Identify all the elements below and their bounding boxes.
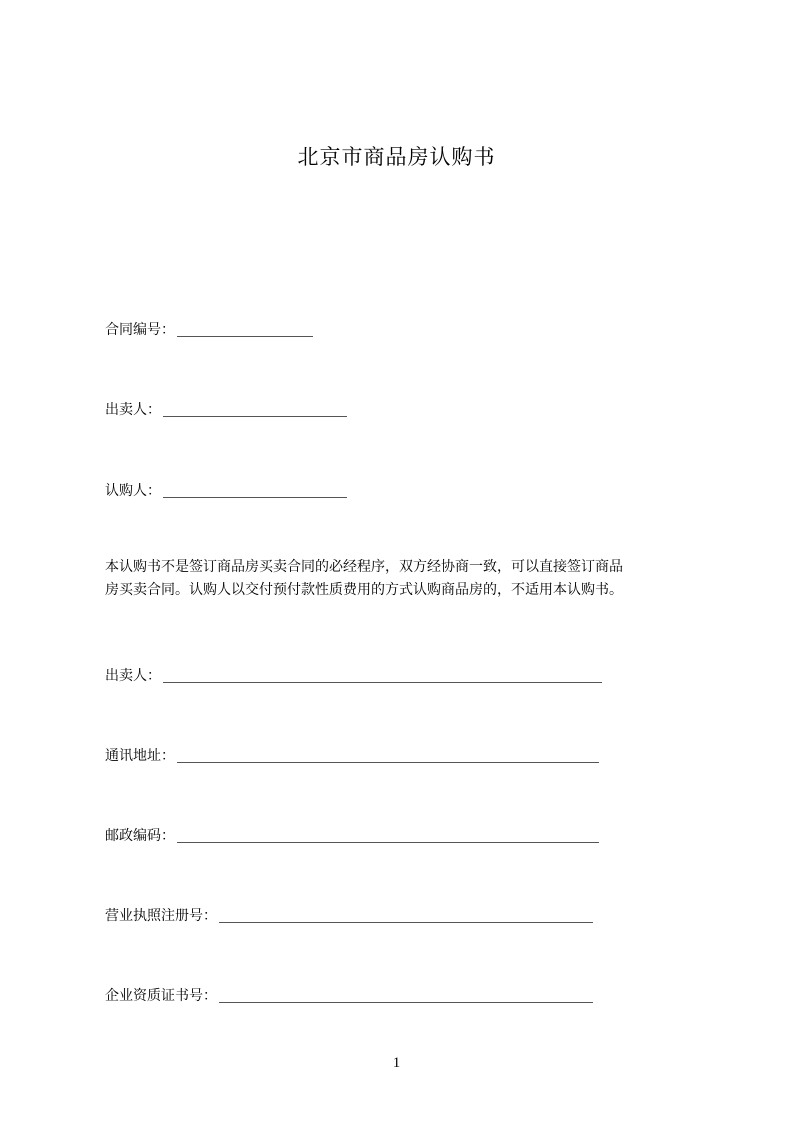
postal-code-blank[interactable] [177, 828, 599, 843]
qualification-cert-blank[interactable] [219, 988, 593, 1003]
buyer-blank[interactable] [163, 483, 347, 498]
page-number: 1 [392, 1055, 401, 1071]
seller-field[interactable] [105, 398, 347, 420]
seller-info-field[interactable] [105, 664, 602, 686]
postal-code-field[interactable] [105, 824, 599, 846]
notice-paragraph [105, 556, 705, 602]
business-license-label: 营业执照注册号： [105, 908, 217, 924]
postal-code-label: 邮政编码： [105, 828, 175, 844]
contract-number-blank[interactable] [177, 322, 313, 337]
notice-line-2: 房买卖合同。认购人以交付预付款性质费用的方式认购商品房的，不适用本认购书。 [105, 582, 623, 598]
address-blank[interactable] [177, 748, 599, 763]
buyer-field[interactable] [105, 479, 347, 501]
qualification-cert-field[interactable] [105, 984, 593, 1006]
notice-line-1: 本认购书不是签订商品房买卖合同的必经程序，双方经协商一致，可以直接签订商品 [105, 559, 623, 575]
qualification-cert-label: 企业资质证书号： [105, 988, 217, 1004]
business-license-field[interactable] [105, 904, 593, 926]
address-label: 通讯地址： [105, 748, 175, 764]
document-title: 北京市商品房认购书 [297, 145, 496, 169]
seller-blank[interactable] [163, 402, 347, 417]
business-license-blank[interactable] [219, 908, 593, 923]
seller-label: 出卖人： [105, 402, 161, 418]
contract-number-label: 合同编号： [105, 322, 175, 338]
buyer-label: 认购人： [105, 483, 161, 499]
contract-number-field[interactable] [105, 318, 313, 340]
address-field[interactable] [105, 744, 599, 766]
seller-info-blank[interactable] [163, 668, 602, 683]
seller-info-label: 出卖人： [105, 668, 161, 684]
